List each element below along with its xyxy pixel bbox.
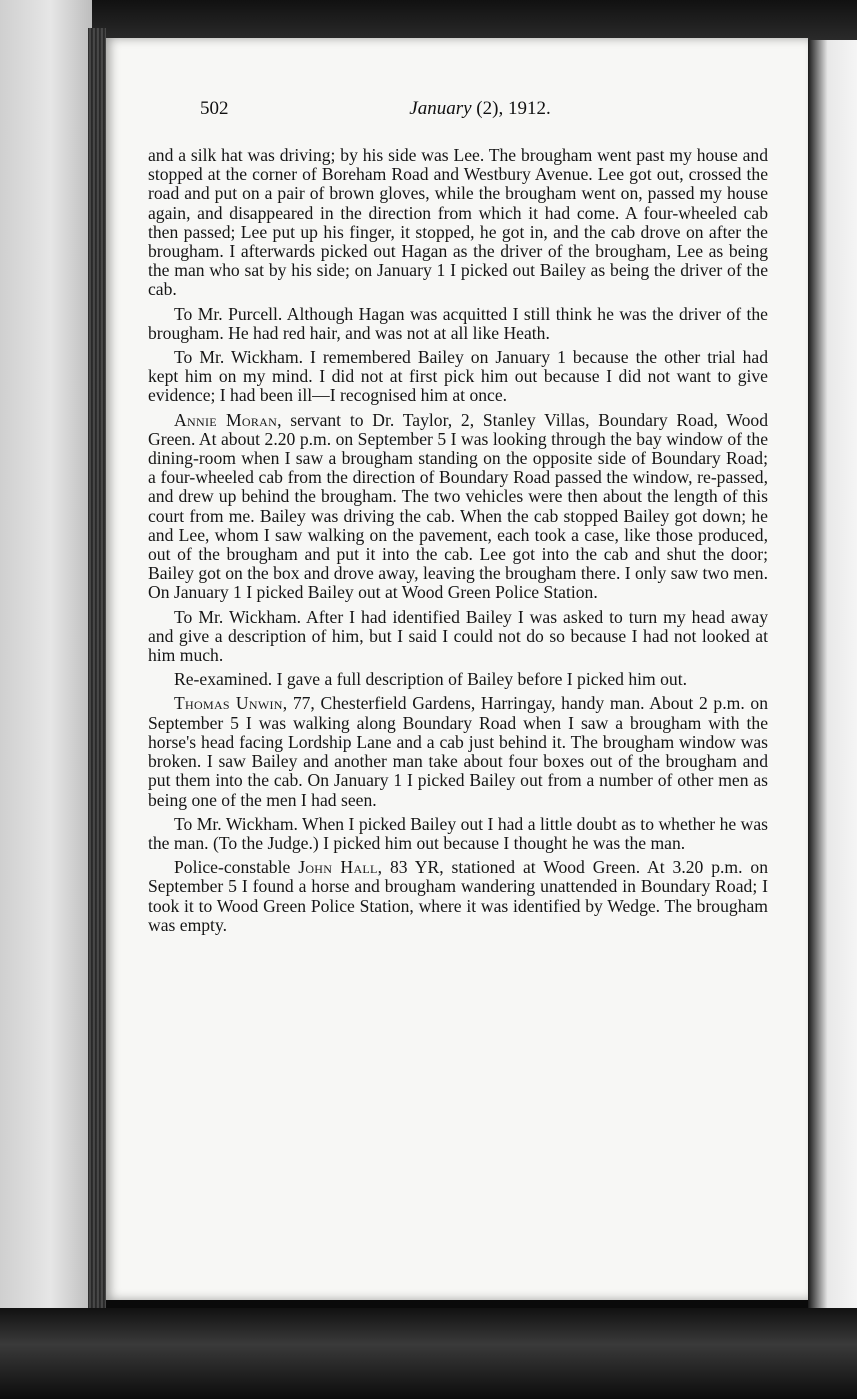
paragraph: [148, 146, 768, 300]
left-margin: [0, 0, 92, 1399]
paragraph-text: and a silk hat was driving; by his side was Lee. The brougham went past my house and stopped at the corner of Boreham Road and Westbury Avenue. Lee got out, crossed the road and put on a pair of brown gloves, while the brougham went on, passed my house again, and disappeared in the direction from which it had come. A four-wheeled cab then passed; Lee put up his finger, it stopped, he got in, and the cab drove on after the brougham. I afterwards picked out Hagan as the driver of the brougham, Lee as being the man who sat by his side; on January 1 I picked out Bailey as being the driver of the cab.: [148, 145, 768, 300]
running-title-rest: (2), 1912.: [471, 98, 551, 119]
paragraph: [148, 694, 768, 809]
paragraph-text: Re-examined. I gave a full description of Bailey before I picked him out.: [174, 669, 687, 690]
paragraph: [148, 815, 768, 853]
right-page-edge: [808, 40, 857, 1310]
body-text: [148, 146, 768, 935]
paragraph: [148, 348, 768, 406]
top-edge: [92, 0, 857, 40]
paragraph: [148, 858, 768, 935]
paragraph-text: To Mr. Wickham. I remembered Bailey on January 1 because the other trial had kept him on my mind. I did not at first pick him out because I did not want to give evidence; I had been ill—I recognised him at once.: [148, 347, 768, 406]
paragraph: [148, 305, 768, 343]
running-title-month: January: [409, 98, 472, 119]
paragraph-text: , 83 YR, stationed at Wood Green. At 3.20 p.m. on September 5 I found a horse and brougham wandering unattended in Boundary Road; I took it to Wood Green Police Station, where it was identified by Wedge. The brougham was empty.: [148, 857, 768, 935]
witness-name: Thomas Unwin: [174, 693, 283, 714]
running-title: [200, 98, 760, 120]
paragraph-text: , servant to Dr. Taylor, 2, Stanley Villas, Boundary Road, Wood Green. At about 2.20 p.m. on September 5 I was looking through the bay window of the dining-room when I saw a brougham standing on the opposite side of Boundary Road; a four-wheeled cab from the direction of Boundary Road passed the window, re-passed, and drew up behind the brougham. The two vehicles were then about the length of this court from me. Bailey was driving the cab. When the cab stopped Bailey got down; he and Lee, whom I saw walking on the pavement, each took a case, like those produced, out of the brougham and put it into the cab. Lee got into the cab and shut the door; Bailey got on the box and drove away, leaving the brougham there. I only saw two men. On January 1 I picked Bailey out at Wood Green Police Station.: [148, 409, 768, 603]
witness-name: John Hall: [298, 857, 378, 878]
paragraph-text: , 77, Chesterfield Gardens, Harringay, handy man. About 2 p.m. on September 5 I was walking along Boundary Road when I saw a brougham with the horse's head facing Lordship Lane and a cab just behind it. The brougham window was broken. I saw Bailey and another man take about four boxes out of the brougham and put them into the cab. On January 1 I picked Bailey out from a number of other men as being one of the men I had seen.: [148, 693, 769, 810]
bottom-edge: [0, 1308, 857, 1399]
witness-name: Annie Moran: [174, 409, 278, 430]
page-number: 502: [200, 98, 229, 119]
paragraph-text: To Mr. Wickham. When I picked Bailey out I had a little doubt as to whether he was the man. (To the Judge.) I picked him out because I thought he was the man.: [148, 813, 768, 853]
paragraph-text: To Mr. Wickham. After I had identified Bailey I was asked to turn my head away and give a description of him, but I said I could not do so because I had not looked at him much.: [148, 606, 768, 666]
paragraph: [148, 670, 768, 689]
paragraph-text: To Mr. Purcell. Although Hagan was acquitted I still think he was the driver of the brougham. He had red hair, and was not at all like Heath.: [148, 303, 768, 343]
paragraph: [148, 608, 768, 666]
paragraph: [148, 411, 768, 603]
book-page: [104, 38, 808, 1300]
page-header: [200, 98, 760, 128]
book-spine: [88, 28, 106, 1318]
paragraph-text: Police-constable: [174, 857, 299, 878]
